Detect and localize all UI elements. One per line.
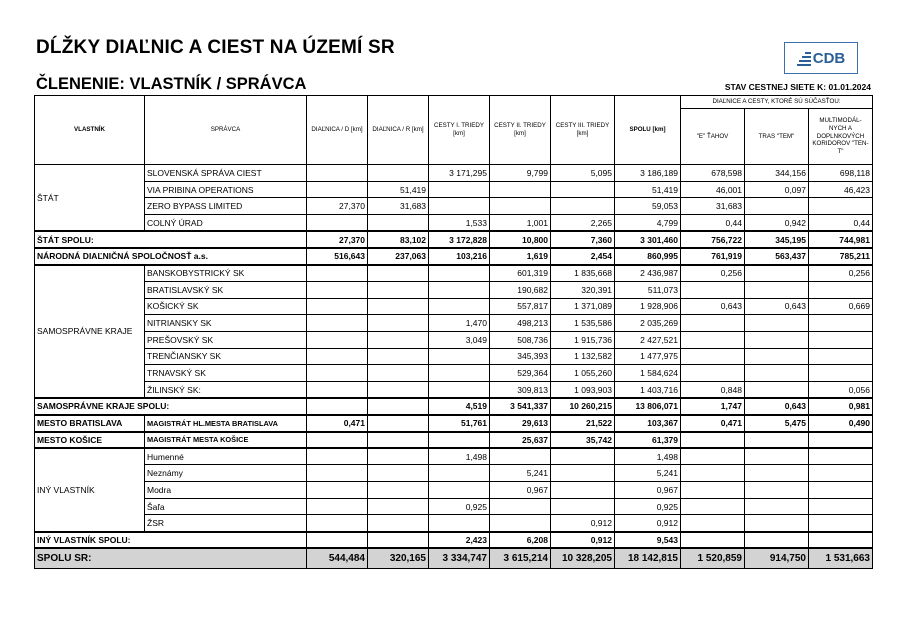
- cell: TRENČIANSKY SK: [145, 348, 307, 365]
- cell: 1 531,663: [809, 548, 873, 568]
- cell: 0,942: [745, 215, 809, 232]
- cell: [681, 498, 745, 515]
- cell: 0,643: [745, 398, 809, 415]
- cell: 508,736: [490, 331, 551, 348]
- cell: ŠTÁT SPOLU:: [35, 231, 307, 248]
- cell: [681, 532, 745, 549]
- cell: 0,056: [809, 381, 873, 398]
- cell: [551, 181, 615, 198]
- group-stat: ŠTÁT: [35, 165, 145, 232]
- cell: [429, 198, 490, 215]
- header-e-tahov: "E" ŤAHOV: [681, 109, 745, 165]
- group-samospravne: SAMOSPRÁVNE KRAJE: [35, 265, 145, 399]
- cell: 1,498: [615, 448, 681, 465]
- table-row: [35, 198, 873, 215]
- header-tem: TRAS "TEM": [745, 109, 809, 165]
- header-dialnica-d: DIAĽNICA / D [km]: [307, 96, 368, 165]
- cell: 557,817: [490, 298, 551, 315]
- cell: [745, 432, 809, 449]
- summary-row: [35, 532, 873, 549]
- cell: MESTO KOŠICE: [35, 432, 145, 449]
- cell: 4,519: [429, 398, 490, 415]
- cell: [681, 515, 745, 532]
- cell: 761,919: [681, 248, 745, 265]
- cell: [745, 331, 809, 348]
- cell: 35,742: [551, 432, 615, 449]
- roads-table: [34, 95, 873, 569]
- summary-row: [35, 248, 873, 265]
- cell: [368, 331, 429, 348]
- cell: [307, 448, 368, 465]
- cell: 563,437: [745, 248, 809, 265]
- cell: MESTO BRATISLAVA: [35, 415, 145, 432]
- cell: 6,208: [490, 532, 551, 549]
- cell: 3 615,214: [490, 548, 551, 568]
- cell: [429, 348, 490, 365]
- cell: 860,995: [615, 248, 681, 265]
- cell: 51,419: [368, 181, 429, 198]
- cell: [368, 265, 429, 282]
- cell: [681, 465, 745, 482]
- cell: [307, 398, 368, 415]
- cell: MAGISTRÁT HL.MESTA BRATISLAVA: [145, 415, 307, 432]
- cell: 29,613: [490, 415, 551, 432]
- cell: [745, 348, 809, 365]
- cell: 0,981: [809, 398, 873, 415]
- cell: 1 584,624: [615, 365, 681, 382]
- cell: 1 535,586: [551, 315, 615, 332]
- table-row: [35, 381, 873, 398]
- table-row: [35, 498, 873, 515]
- cell: 61,379: [615, 432, 681, 449]
- cell: SPOLU SR:: [35, 548, 307, 568]
- cell: 103,367: [615, 415, 681, 432]
- cell: 1 055,260: [551, 365, 615, 382]
- cell: ŽSR: [145, 515, 307, 532]
- cell: 2,454: [551, 248, 615, 265]
- summary-row: [35, 415, 873, 432]
- cell: VIA PRIBINA OPERATIONS: [145, 181, 307, 198]
- cell: 511,073: [615, 281, 681, 298]
- cell: 21,522: [551, 415, 615, 432]
- cell: 1,498: [429, 448, 490, 465]
- cell: [745, 482, 809, 499]
- page-subtitle: ČLENENIE: VLASTNÍK / SPRÁVCA: [36, 75, 307, 93]
- cell: BRATISLAVSKÝ SK: [145, 281, 307, 298]
- cell: [551, 198, 615, 215]
- cell: 0,471: [307, 415, 368, 432]
- cell: 0,44: [681, 215, 745, 232]
- cell: 237,063: [368, 248, 429, 265]
- cell: 498,213: [490, 315, 551, 332]
- cell: 5,475: [745, 415, 809, 432]
- cell: [429, 281, 490, 298]
- cell: 0,967: [490, 482, 551, 499]
- cell: 914,750: [745, 548, 809, 568]
- cell: 5,241: [615, 465, 681, 482]
- cell: 1,533: [429, 215, 490, 232]
- cell: 601,319: [490, 265, 551, 282]
- cell: INÝ VLASTNÍK SPOLU:: [35, 532, 307, 549]
- cell: [307, 498, 368, 515]
- cell: [368, 281, 429, 298]
- cell: 51,761: [429, 415, 490, 432]
- header-vlastnik: VLASTNÍK: [35, 96, 145, 165]
- cell: 0,471: [681, 415, 745, 432]
- cell: 1 928,906: [615, 298, 681, 315]
- cell: [368, 165, 429, 182]
- cell: [368, 448, 429, 465]
- cell: [745, 448, 809, 465]
- cell: [368, 482, 429, 499]
- cell: 344,156: [745, 165, 809, 182]
- cell: [681, 331, 745, 348]
- cell: 0,490: [809, 415, 873, 432]
- cell: [490, 498, 551, 515]
- cell: [809, 532, 873, 549]
- cell: [809, 515, 873, 532]
- cell: [368, 398, 429, 415]
- cell: 46,001: [681, 181, 745, 198]
- cell: [745, 198, 809, 215]
- table-row: [35, 315, 873, 332]
- cell: [368, 298, 429, 315]
- cell: 1 915,736: [551, 331, 615, 348]
- cell: [681, 348, 745, 365]
- cell: 320,391: [551, 281, 615, 298]
- table-row: [35, 265, 873, 282]
- cell: 2 035,269: [615, 315, 681, 332]
- header-spolu: SPOLU [km]: [615, 96, 681, 165]
- cell: [681, 482, 745, 499]
- table-row: [35, 515, 873, 532]
- table-header-row: [35, 96, 873, 109]
- cell: [809, 281, 873, 298]
- cell: [809, 448, 873, 465]
- cell: [745, 281, 809, 298]
- cell: [809, 482, 873, 499]
- cell: 2 427,521: [615, 331, 681, 348]
- cell: [368, 532, 429, 549]
- cell: [681, 281, 745, 298]
- cell: SLOVENSKÁ SPRÁVA CIEST: [145, 165, 307, 182]
- cell: [551, 482, 615, 499]
- cell: 345,195: [745, 231, 809, 248]
- cell: 678,598: [681, 165, 745, 182]
- cell: [809, 365, 873, 382]
- header-group: DIAĽNICE A CESTY, KTORÉ SÚ SÚČASŤOU:: [681, 96, 873, 109]
- cell: [429, 482, 490, 499]
- cell: 1,619: [490, 248, 551, 265]
- cell: [681, 315, 745, 332]
- cdb-logo-text: CDB: [812, 49, 846, 67]
- cell: [745, 465, 809, 482]
- cell: NITRIANSKY SK: [145, 315, 307, 332]
- cell: 103,216: [429, 248, 490, 265]
- summary-row: [35, 398, 873, 415]
- cell: SAMOSPRÁVNE KRAJE SPOLU:: [35, 398, 307, 415]
- cell: [368, 498, 429, 515]
- cell: Šaľa: [145, 498, 307, 515]
- cell: 10 328,205: [551, 548, 615, 568]
- cell: [368, 381, 429, 398]
- cell: [307, 298, 368, 315]
- cell: 13 806,071: [615, 398, 681, 415]
- cell: BANSKOBYSTRICKÝ SK: [145, 265, 307, 282]
- table-row: [35, 482, 873, 499]
- network-state-date: STAV CESTNEJ SIETE K: 01.01.2024: [724, 82, 871, 92]
- table-row: [35, 281, 873, 298]
- cell: [745, 381, 809, 398]
- cell: [490, 198, 551, 215]
- cell: [368, 465, 429, 482]
- cell: [307, 365, 368, 382]
- cell: [745, 515, 809, 532]
- cell: 1 477,975: [615, 348, 681, 365]
- table-row: [35, 465, 873, 482]
- cell: TRNAVSKÝ SK: [145, 365, 307, 382]
- cell: 544,484: [307, 548, 368, 568]
- cell: 9,799: [490, 165, 551, 182]
- cell: 698,118: [809, 165, 873, 182]
- cell: COLNÝ ÚRAD: [145, 215, 307, 232]
- cell: 0,097: [745, 181, 809, 198]
- cell: 0,669: [809, 298, 873, 315]
- cell: [490, 448, 551, 465]
- group-iny: INÝ VLASTNÍK: [35, 448, 145, 531]
- cell: 7,360: [551, 231, 615, 248]
- cell: 1,747: [681, 398, 745, 415]
- cell: 309,813: [490, 381, 551, 398]
- cell: [368, 432, 429, 449]
- cell: 320,165: [368, 548, 429, 568]
- header-dialnica-r: DIAĽNICA / R [km]: [368, 96, 429, 165]
- cell: [429, 432, 490, 449]
- cell: [551, 498, 615, 515]
- cell: 516,643: [307, 248, 368, 265]
- cell: 0,643: [681, 298, 745, 315]
- cell: 59,053: [615, 198, 681, 215]
- cell: 0,256: [681, 265, 745, 282]
- table-row: [35, 215, 873, 232]
- cell: 0,925: [615, 498, 681, 515]
- cell: [368, 365, 429, 382]
- header-cesty-1: CESTY I. TRIEDY [km]: [429, 96, 490, 165]
- header-cesty-3: CESTY III. TRIEDY [km]: [551, 96, 615, 165]
- cell: [368, 415, 429, 432]
- table-row: [35, 298, 873, 315]
- cell: 2,265: [551, 215, 615, 232]
- cell: 3 334,747: [429, 548, 490, 568]
- cell: Humenné: [145, 448, 307, 465]
- cell: [809, 348, 873, 365]
- cell: 1 132,582: [551, 348, 615, 365]
- cell: 51,419: [615, 181, 681, 198]
- cell: [429, 381, 490, 398]
- cell: 3,049: [429, 331, 490, 348]
- cell: 1 520,859: [681, 548, 745, 568]
- cell: 27,370: [307, 198, 368, 215]
- cell: [745, 498, 809, 515]
- cell: 3 301,460: [615, 231, 681, 248]
- cell: 0,44: [809, 215, 873, 232]
- cell: 1 835,668: [551, 265, 615, 282]
- cell: [307, 281, 368, 298]
- cdb-logo-icon: [797, 50, 811, 66]
- cell: [307, 515, 368, 532]
- cell: [429, 181, 490, 198]
- cell: 27,370: [307, 231, 368, 248]
- cell: [551, 465, 615, 482]
- cell: [307, 331, 368, 348]
- table-row: [35, 348, 873, 365]
- cell: [429, 465, 490, 482]
- cell: 1,001: [490, 215, 551, 232]
- cell: 0,912: [551, 515, 615, 532]
- cdb-logo: [784, 42, 858, 74]
- cell: [745, 315, 809, 332]
- cell: [307, 348, 368, 365]
- cell: [307, 482, 368, 499]
- cell: Neznámy: [145, 465, 307, 482]
- cell: 0,256: [809, 265, 873, 282]
- header-ten-t: MULTIMODÁL-NYCH A DOPLNKOVÝCH KORIDOROV "TEN-T": [809, 109, 873, 165]
- cell: [368, 215, 429, 232]
- cell: 1 403,716: [615, 381, 681, 398]
- cell: [429, 365, 490, 382]
- cell: [307, 381, 368, 398]
- cell: 1 093,903: [551, 381, 615, 398]
- table-row: [35, 365, 873, 382]
- table-row: [35, 181, 873, 198]
- cell: 46,423: [809, 181, 873, 198]
- cell: 0,912: [551, 532, 615, 549]
- cell: [307, 265, 368, 282]
- cell: [429, 515, 490, 532]
- cell: 3 541,337: [490, 398, 551, 415]
- cell: [307, 181, 368, 198]
- cell: [681, 365, 745, 382]
- cell: 10,800: [490, 231, 551, 248]
- cell: [368, 315, 429, 332]
- cell: 190,682: [490, 281, 551, 298]
- cell: [307, 215, 368, 232]
- cell: 83,102: [368, 231, 429, 248]
- cell: [809, 498, 873, 515]
- cell: [307, 532, 368, 549]
- cell: [429, 298, 490, 315]
- cell: [809, 432, 873, 449]
- cell: 31,683: [681, 198, 745, 215]
- cell: KOŠICKÝ SK: [145, 298, 307, 315]
- cell: 31,683: [368, 198, 429, 215]
- cell: [429, 265, 490, 282]
- cell: [368, 515, 429, 532]
- table-row: [35, 448, 873, 465]
- summary-row: [35, 231, 873, 248]
- cell: [809, 465, 873, 482]
- cell: 18 142,815: [615, 548, 681, 568]
- cell: 529,364: [490, 365, 551, 382]
- table-row: [35, 165, 873, 182]
- cell: [809, 315, 873, 332]
- cell: 4,799: [615, 215, 681, 232]
- cell: 0,925: [429, 498, 490, 515]
- cell: ŽILINSKÝ SK:: [145, 381, 307, 398]
- cell: 345,393: [490, 348, 551, 365]
- cell: 0,643: [745, 298, 809, 315]
- cell: 2 436,987: [615, 265, 681, 282]
- cell: MAGISTRÁT MESTA KOŠICE: [145, 432, 307, 449]
- cell: 756,722: [681, 231, 745, 248]
- cell: ZERO BYPASS LIMITED: [145, 198, 307, 215]
- header-spravca: SPRÁVCA: [145, 96, 307, 165]
- header-cesty-2: CESTY II. TRIEDY [km]: [490, 96, 551, 165]
- page-title: DĹŽKY DIAĽNIC A CIEST NA ÚZEMÍ SR: [36, 37, 395, 58]
- cell: 0,848: [681, 381, 745, 398]
- cell: [681, 448, 745, 465]
- table-row: [35, 331, 873, 348]
- cell: [745, 365, 809, 382]
- cell: 3 171,295: [429, 165, 490, 182]
- cell: [307, 465, 368, 482]
- cell: 785,211: [809, 248, 873, 265]
- cell: Modra: [145, 482, 307, 499]
- cell: [745, 532, 809, 549]
- total-row: [35, 548, 873, 568]
- cell: [551, 448, 615, 465]
- cell: 1,470: [429, 315, 490, 332]
- cell: 2,423: [429, 532, 490, 549]
- summary-row: [35, 432, 873, 449]
- cell: [307, 432, 368, 449]
- cell: [490, 515, 551, 532]
- cell: [368, 348, 429, 365]
- cell: 3 172,828: [429, 231, 490, 248]
- cell: 1 371,089: [551, 298, 615, 315]
- cell: [745, 265, 809, 282]
- cell: 25,637: [490, 432, 551, 449]
- cell: PREŠOVSKÝ SK: [145, 331, 307, 348]
- cell: [809, 198, 873, 215]
- cell: 5,241: [490, 465, 551, 482]
- cell: 5,095: [551, 165, 615, 182]
- cell: [809, 331, 873, 348]
- cell: [681, 432, 745, 449]
- cell: 0,912: [615, 515, 681, 532]
- cell: 3 186,189: [615, 165, 681, 182]
- cell: NÁRODNÁ DIAĽNIČNÁ SPOLOČNOSŤ a.s.: [35, 248, 307, 265]
- cell: 10 260,215: [551, 398, 615, 415]
- cell: 0,967: [615, 482, 681, 499]
- cell: 9,543: [615, 532, 681, 549]
- cell: 744,981: [809, 231, 873, 248]
- cell: [490, 181, 551, 198]
- cell: [307, 315, 368, 332]
- cell: [307, 165, 368, 182]
